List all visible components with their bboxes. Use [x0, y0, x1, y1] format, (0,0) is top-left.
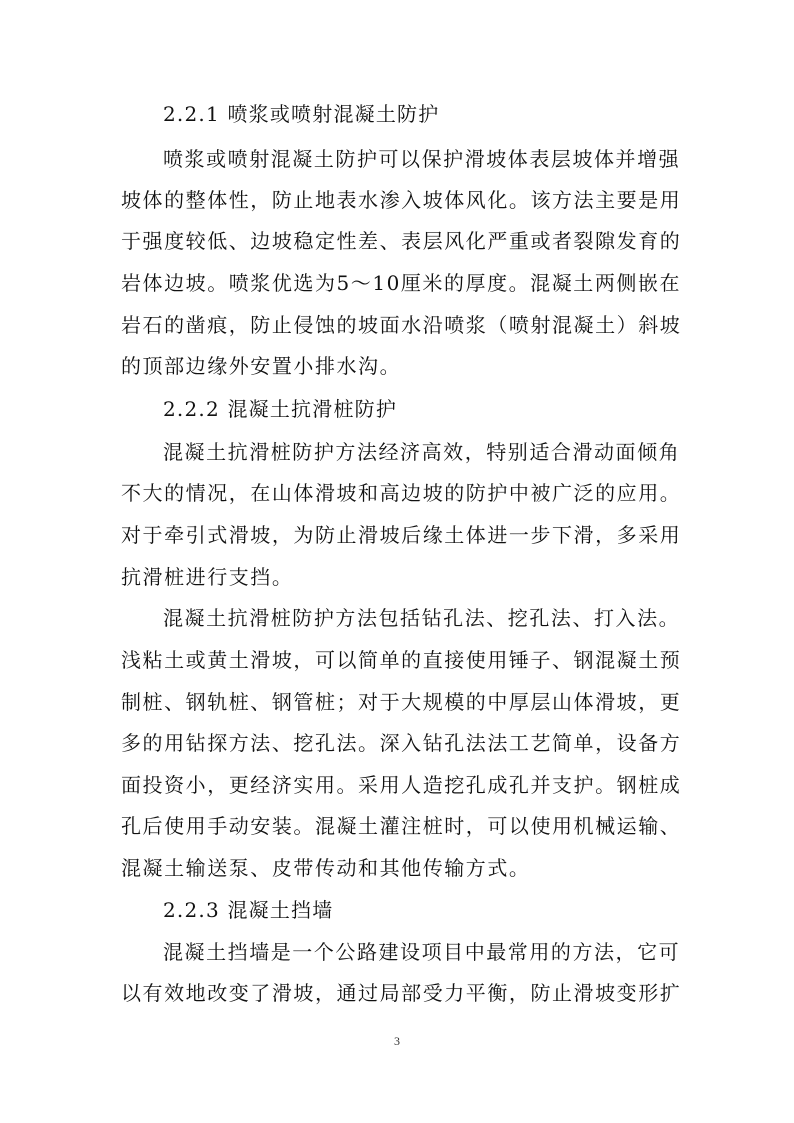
paragraph-line: 喷浆或喷射混凝土防护可以保护滑坡体表层坡体并增强 [163, 147, 681, 171]
paragraph-line: 混凝土抗滑桩防护方法包括钻孔法、挖孔法、打入法。 [163, 606, 681, 630]
paragraph-line: 孔后使用手动安装。混凝土灌注桩时，可以使用机械运输、 [121, 814, 682, 838]
paragraph-line: 不大的情况，在山体滑坡和高边坡的防护中被广泛的应用。 [121, 481, 682, 505]
paragraph-line: 混凝土输送泵、皮带传动和其他传输方式。 [121, 856, 531, 880]
paragraph-line: 混凝土抗滑桩防护方法经济高效，特别适合滑动面倾角 [163, 440, 681, 464]
section-heading-2-2-3: 2.2.3 混凝土挡墙 [163, 898, 334, 922]
page-number: 3 [394, 1034, 400, 1048]
paragraph-line: 多的用钻探方法、挖孔法。深入钻孔法法工艺简单，设备方 [121, 731, 682, 755]
section-heading-2-2-2: 2.2.2 混凝土抗滑桩防护 [163, 397, 398, 421]
paragraph-line: 对于牵引式滑坡，为防止滑坡后缘土体进一步下滑，多采用 [121, 523, 682, 547]
section-heading-2-2-1: 2.2.1 喷浆或喷射混凝土防护 [163, 102, 440, 126]
paragraph-line: 的顶部边缘外安置小排水沟。 [121, 354, 402, 378]
paragraph-line: 坡体的整体性，防止地表水渗入坡体风化。该方法主要是用 [121, 188, 682, 212]
paragraph-line: 浅粘土或黄土滑坡，可以简单的直接使用锤子、钢混凝土预 [121, 648, 682, 672]
paragraph-line: 面投资小，更经济实用。采用人造挖孔成孔并支护。钢桩成 [121, 773, 682, 797]
paragraph-line: 抗滑桩进行支挡。 [121, 565, 294, 589]
paragraph-line: 岩体边坡。喷浆优选为5～10厘米的厚度。混凝土两侧嵌在 [121, 271, 682, 295]
paragraph-line: 岩石的凿痕，防止侵蚀的坡面水沿喷浆（喷射混凝土）斜坡 [121, 313, 682, 337]
paragraph-line: 以有效地改变了滑坡，通过局部受力平衡，防止滑坡变形扩 [121, 981, 682, 1005]
paragraph-line: 于强度较低、边坡稳定性差、表层风化严重或者裂隙发育的 [121, 229, 682, 253]
paragraph-line: 制桩、钢轨桩、钢管桩；对于大规模的中厚层山体滑坡，更 [121, 690, 682, 714]
paragraph-line: 混凝土挡墙是一个公路建设项目中最常用的方法，它可 [163, 940, 681, 964]
